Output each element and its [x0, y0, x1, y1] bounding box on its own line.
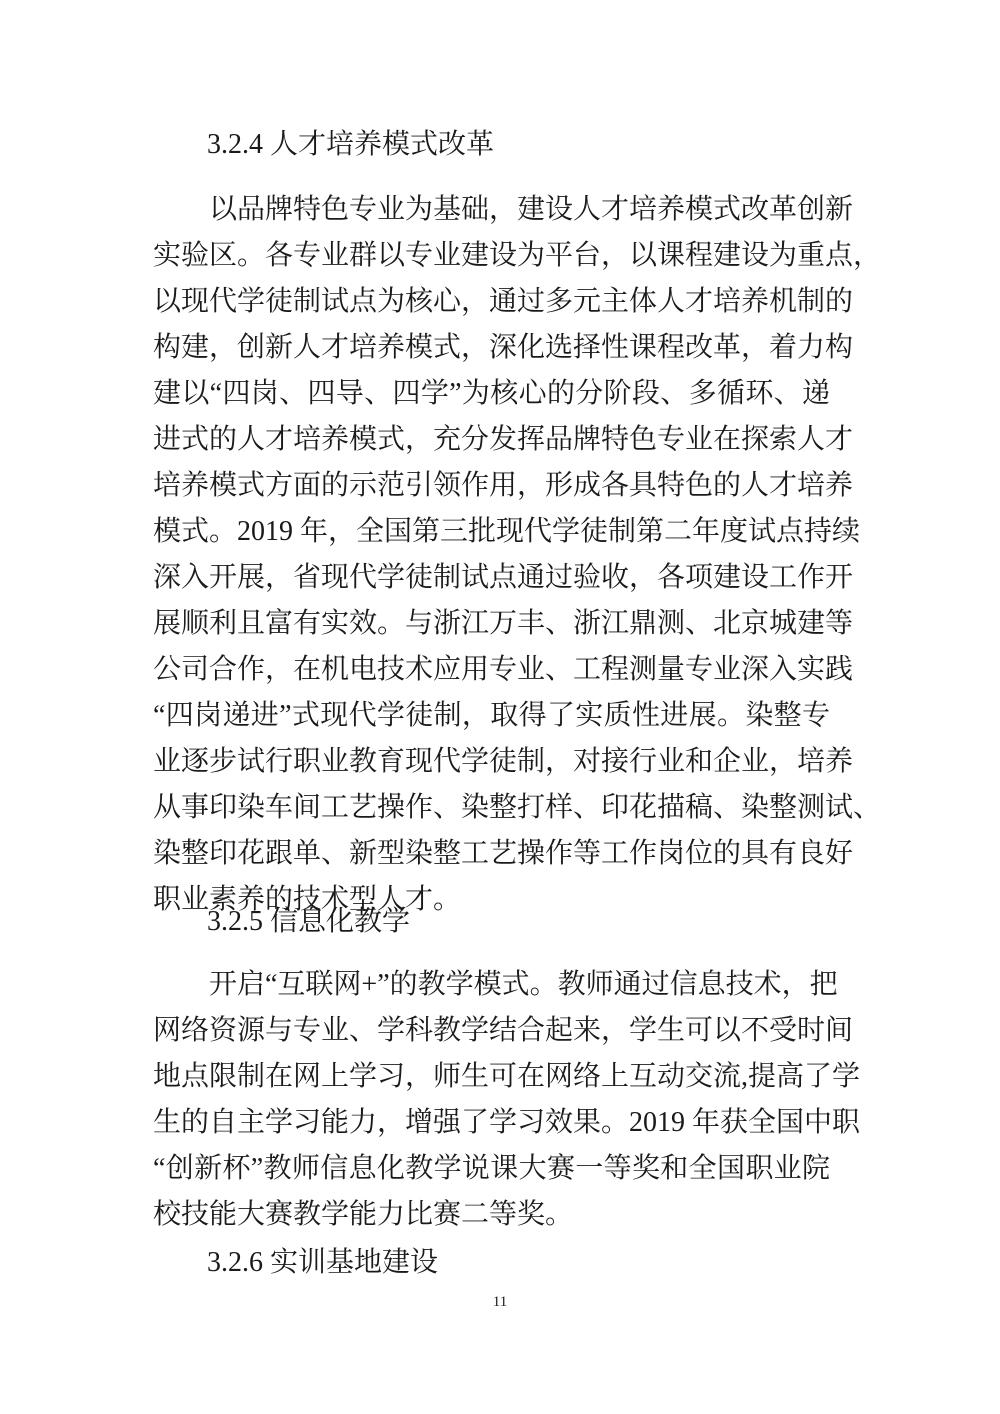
paragraph-line: “四岗递进”式现代学徒制，取得了实质性进展。染整专 — [153, 700, 830, 731]
paragraph-line: 深入开展，省现代学徒制试点通过验收，各项建设工作开 — [153, 562, 854, 593]
section-heading: 3.2.5 信息化教学 — [207, 906, 411, 937]
section-heading: 3.2.4 人才培养模式改革 — [207, 129, 495, 160]
paragraph-line: 公司合作，在机电技术应用专业、工程测量专业深入实践 — [153, 654, 854, 685]
section-heading: 3.2.6 实训基地建设 — [207, 1247, 439, 1278]
paragraph-line: 以品牌特色专业为基础，建设人才培养模式改革创新 — [153, 194, 854, 225]
paragraph-line: 以现代学徒制试点为核心，通过多元主体人才培养机制的 — [153, 286, 854, 317]
paragraph-line: 职业素养的技术型人才。 — [153, 884, 462, 915]
paragraph-line: 建以“四岗、四导、四学”为核心的分阶段、多循环、递 — [153, 378, 830, 409]
paragraph-line: 网络资源与专业、学科教学结合起来，学生可以不受时间 — [153, 1015, 854, 1046]
paragraph-line: 生的自主学习能力，增强了学习效果。2019 年获全国中职 — [153, 1107, 861, 1138]
paragraph-line: 培养模式方面的示范引领作用，形成各具特色的人才培养 — [153, 470, 854, 501]
paragraph-line: 开启“互联网+”的教学模式。教师通过信息技术，把 — [153, 969, 838, 1000]
paragraph-line: 实验区。各专业群以专业建设为平台，以课程建设为重点， — [153, 240, 882, 271]
paragraph-line: “创新杯”教师信息化教学说课大赛一等奖和全国职业院 — [153, 1153, 830, 1184]
paragraph-line: 业逐步试行职业教育现代学徒制，对接行业和企业，培养 — [153, 746, 854, 777]
paragraph-line: 进式的人才培养模式，充分发挥品牌特色专业在探索人才 — [153, 424, 854, 455]
paragraph-line: 染整印花跟单、新型染整工艺操作等工作岗位的具有良好 — [153, 838, 854, 869]
page-number: 11 — [492, 1294, 508, 1310]
paragraph-line: 展顺利且富有实效。与浙江万丰、浙江鼎测、北京城建等 — [153, 608, 854, 639]
paragraph-line: 校技能大赛教学能力比赛二等奖。 — [153, 1199, 574, 1230]
paragraph-line: 模式。2019 年，全国第三批现代学徒制第二年度试点持续 — [153, 516, 861, 547]
paragraph-line: 构建，创新人才培养模式，深化选择性课程改革，着力构 — [153, 332, 854, 363]
paragraph-line: 从事印染车间工艺操作、染整打样、印花描稿、染整测试、 — [153, 792, 882, 823]
paragraph-line: 地点限制在网上学习，师生可在网络上互动交流,提高了学 — [153, 1061, 861, 1092]
